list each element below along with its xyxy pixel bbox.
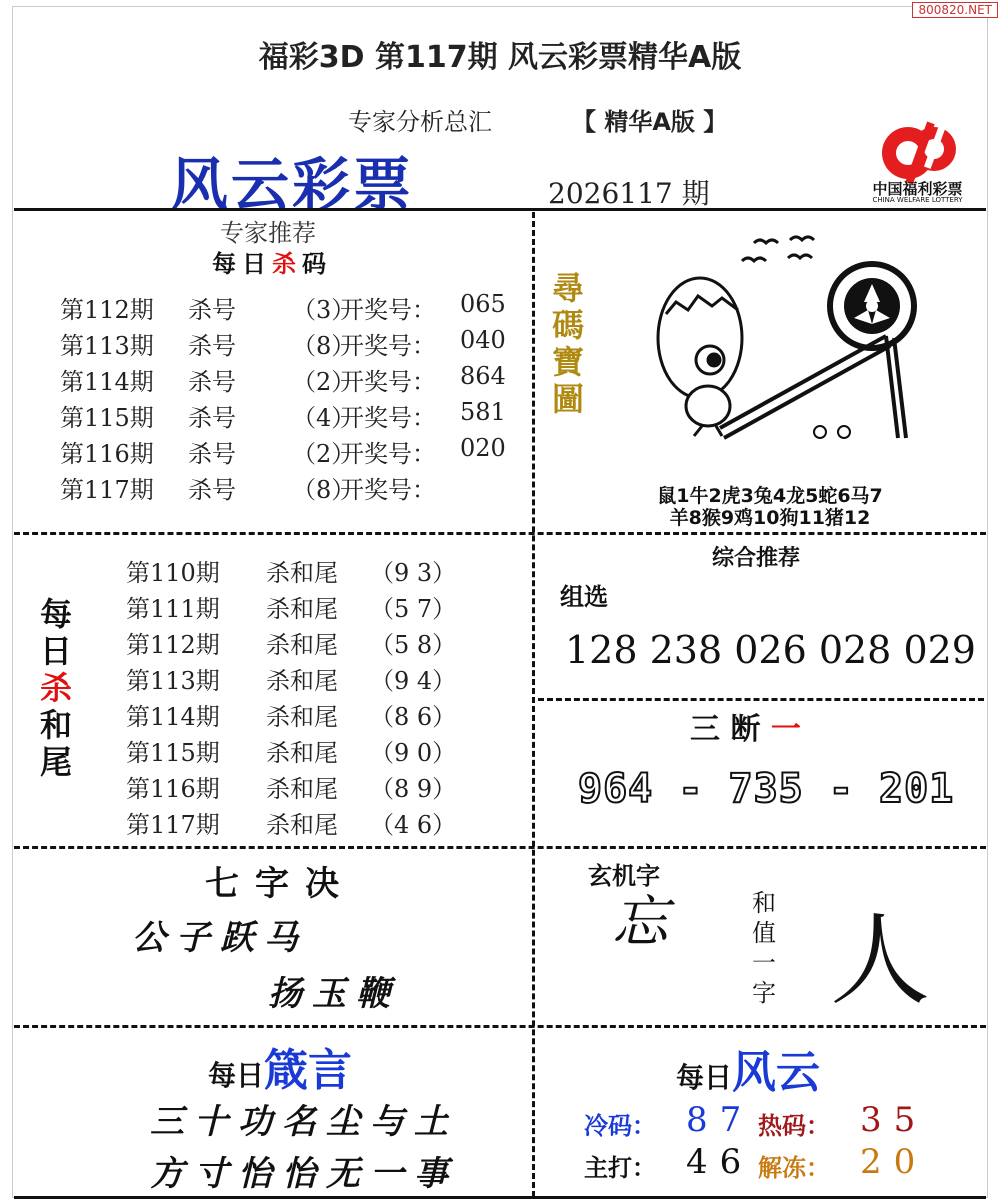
kill-row-draw: 040 <box>460 326 506 354</box>
main-label: 主打： <box>584 1154 656 1182</box>
kill-row-draw: 020 <box>460 434 506 462</box>
sum-tail-row-value: （4 6） <box>370 811 457 839</box>
recommend-divider <box>538 698 984 701</box>
motto-line-1: 三十功名尘与土 <box>150 1102 458 1142</box>
duan-title <box>690 704 801 748</box>
duan-numbers: 964 - 735 - 201 <box>578 766 955 812</box>
small-figures-icon <box>814 426 850 438</box>
sum-tail-title <box>40 596 72 781</box>
sum-tail-row-period: 第111期 <box>126 595 220 623</box>
kill-row-label: 杀号 <box>188 404 236 432</box>
daily-fengyun-title <box>676 1036 820 1100</box>
zodiac-line-2: 羊8猴9鸡10狗11猪12 <box>669 507 871 529</box>
kill-row-kill: （8） <box>292 332 356 360</box>
kill-title-suffix: 码 <box>302 250 332 278</box>
sum-tail-row-value: （5 8） <box>370 631 457 659</box>
kill-row-label: 杀号 <box>188 440 236 468</box>
sum-tail-row-period: 第113期 <box>126 667 220 695</box>
sum-tail-title-char: 和 <box>40 706 73 744</box>
kill-row-draw: 581 <box>460 398 506 426</box>
sum-tail-title-char: 杀 <box>40 669 73 707</box>
logo-subtext: CHINA WELFARE LOTTERY <box>872 196 963 204</box>
sum-tail-row-label: 杀和尾 <box>266 631 338 659</box>
center-divider <box>532 212 535 1197</box>
wheel-icon <box>830 264 914 348</box>
kill-row-draw: 864 <box>460 362 506 390</box>
duan-title-a: 三 <box>690 712 720 747</box>
kill-row-draw-label: 开奖号： <box>340 440 436 468</box>
hot-label: 热码： <box>758 1112 830 1140</box>
sum-tail-title-char: 尾 <box>40 743 73 781</box>
kill-row-kill: （3） <box>292 296 356 324</box>
treasure-title-char: 尋 <box>552 269 585 307</box>
motto-line-2: 方寸怡怡无一事 <box>150 1154 458 1194</box>
sum-tail-row-period: 第116期 <box>126 775 220 803</box>
bottom-border <box>14 1196 986 1199</box>
kill-row-draw-label: 开奖号： <box>340 296 436 324</box>
sum-tail-row-value: （9 4） <box>370 667 457 695</box>
row-divider-3 <box>14 1025 986 1028</box>
main-value: 46 <box>686 1142 754 1182</box>
kill-row-period: 第115期 <box>60 404 154 432</box>
treasure-title-char: 寶 <box>552 343 585 381</box>
mystery-char: 忘 <box>612 890 668 955</box>
issue-number: 2026117 期 <box>548 177 710 210</box>
kill-row-label: 杀号 <box>188 368 236 396</box>
kill-row-kill: （8） <box>292 476 356 504</box>
kill-row-period: 第113期 <box>60 332 154 360</box>
row-divider-2 <box>14 846 986 849</box>
page-title: 福彩3D 第117期 风云彩票精华A版 <box>258 40 742 75</box>
ramp-icon <box>720 336 906 438</box>
sum-tail-row-label: 杀和尾 <box>266 595 338 623</box>
group-label: 组选 <box>560 583 608 611</box>
sum-tail-row-label: 杀和尾 <box>266 703 338 731</box>
sum-tail-title-char: 每 <box>40 595 73 633</box>
kill-row-label: 杀号 <box>188 296 236 324</box>
thaw-label: 解冻： <box>758 1154 830 1182</box>
sum-tail-row-period: 第117期 <box>126 811 220 839</box>
birds-icon <box>742 237 814 261</box>
kill-title-prefix: 每日 <box>212 250 272 278</box>
sum-tail-row-label: 杀和尾 <box>266 667 338 695</box>
sum-tail-title-char: 日 <box>40 632 73 670</box>
recommend-title: 综合推荐 <box>712 546 801 571</box>
daily-motto-name: 箴言 <box>264 1045 353 1096</box>
kill-row-draw-label: 开奖号： <box>340 368 436 396</box>
kill-row-period: 第117期 <box>60 476 154 504</box>
seven-char-line-2: 扬玉鞭 <box>268 974 400 1014</box>
sum-tail-row-period: 第112期 <box>126 631 220 659</box>
mystery-title: 玄机字 <box>588 862 660 890</box>
sum-tail-row-value: （9 0） <box>370 739 457 767</box>
kill-row-draw: 065 <box>460 290 506 318</box>
duan-title-c: 一 <box>770 712 801 747</box>
sum-tail-row-label: 杀和尾 <box>266 775 338 803</box>
thaw-value: 20 <box>860 1142 928 1182</box>
duan-title-b: 断 <box>730 712 761 747</box>
seven-char-title: 七字决 <box>205 864 355 904</box>
sum-tail-row-value: （5 7） <box>370 595 457 623</box>
daily-fengyun-name: 风云 <box>732 1047 821 1098</box>
kill-title <box>212 244 332 279</box>
kill-heading: 专家推荐 <box>220 219 316 247</box>
logo-text: 中国福利彩票 <box>872 180 963 198</box>
kill-row-kill: （2） <box>292 368 356 396</box>
hezhi-char: 人 <box>830 902 930 1019</box>
seven-char-line-1: 公子跃马 <box>132 918 308 958</box>
row-divider-1 <box>14 532 986 535</box>
kill-row-draw-label: 开奖号： <box>340 332 436 360</box>
edition-label: 【 精华A版 】 <box>572 108 728 136</box>
watermark: 800820.NET <box>912 2 998 18</box>
daily-motto-title <box>208 1034 352 1098</box>
daily-fengyun-prefix: 每日 <box>676 1061 733 1094</box>
kill-row-label: 杀号 <box>188 476 236 504</box>
sum-tail-row-period: 第110期 <box>126 559 220 587</box>
sum-tail-row-value: （8 6） <box>370 703 457 731</box>
sum-tail-row-label: 杀和尾 <box>266 739 338 767</box>
chick-icon <box>658 278 742 436</box>
sum-tail-row-label: 杀和尾 <box>266 811 338 839</box>
cold-value: 87 <box>686 1100 754 1140</box>
sum-tail-row-value: （9 3） <box>370 559 457 587</box>
sum-tail-row-period: 第115期 <box>126 739 220 767</box>
kill-row-kill: （4） <box>292 404 356 432</box>
kill-row-period: 第116期 <box>60 440 154 468</box>
kill-row-draw-label: 开奖号： <box>340 404 436 432</box>
cold-label: 冷码： <box>584 1112 656 1140</box>
kill-row-period: 第112期 <box>60 296 154 324</box>
group-numbers: 128 238 026 028 029 <box>565 628 976 672</box>
sum-tail-row-period: 第114期 <box>126 703 220 731</box>
treasure-title-char: 碼 <box>552 306 585 344</box>
treasure-title-char: 圖 <box>552 380 585 418</box>
lottery-logo-icon <box>882 120 956 185</box>
hot-value: 35 <box>860 1100 928 1140</box>
header-divider <box>14 208 986 211</box>
treasure-map-title <box>552 270 584 418</box>
kill-row-draw-label: 开奖号： <box>340 476 436 504</box>
daily-motto-prefix: 每日 <box>208 1059 265 1092</box>
hezhi-label: 和 值 一 字 <box>752 889 776 1007</box>
kill-row-kill: （2） <box>292 440 356 468</box>
kill-title-red: 杀 <box>272 250 302 278</box>
treasure-map-drawing <box>650 228 930 450</box>
sum-tail-row-label: 杀和尾 <box>266 559 338 587</box>
subtitle: 专家分析总汇 <box>348 108 492 136</box>
brand-title: 风云彩票 <box>170 151 415 219</box>
zodiac-line-1: 鼠1牛2虎3兔4龙5蛇6马7 <box>657 485 883 507</box>
kill-row-label: 杀号 <box>188 332 236 360</box>
kill-row-period: 第114期 <box>60 368 154 396</box>
sum-tail-row-value: （8 9） <box>370 775 457 803</box>
